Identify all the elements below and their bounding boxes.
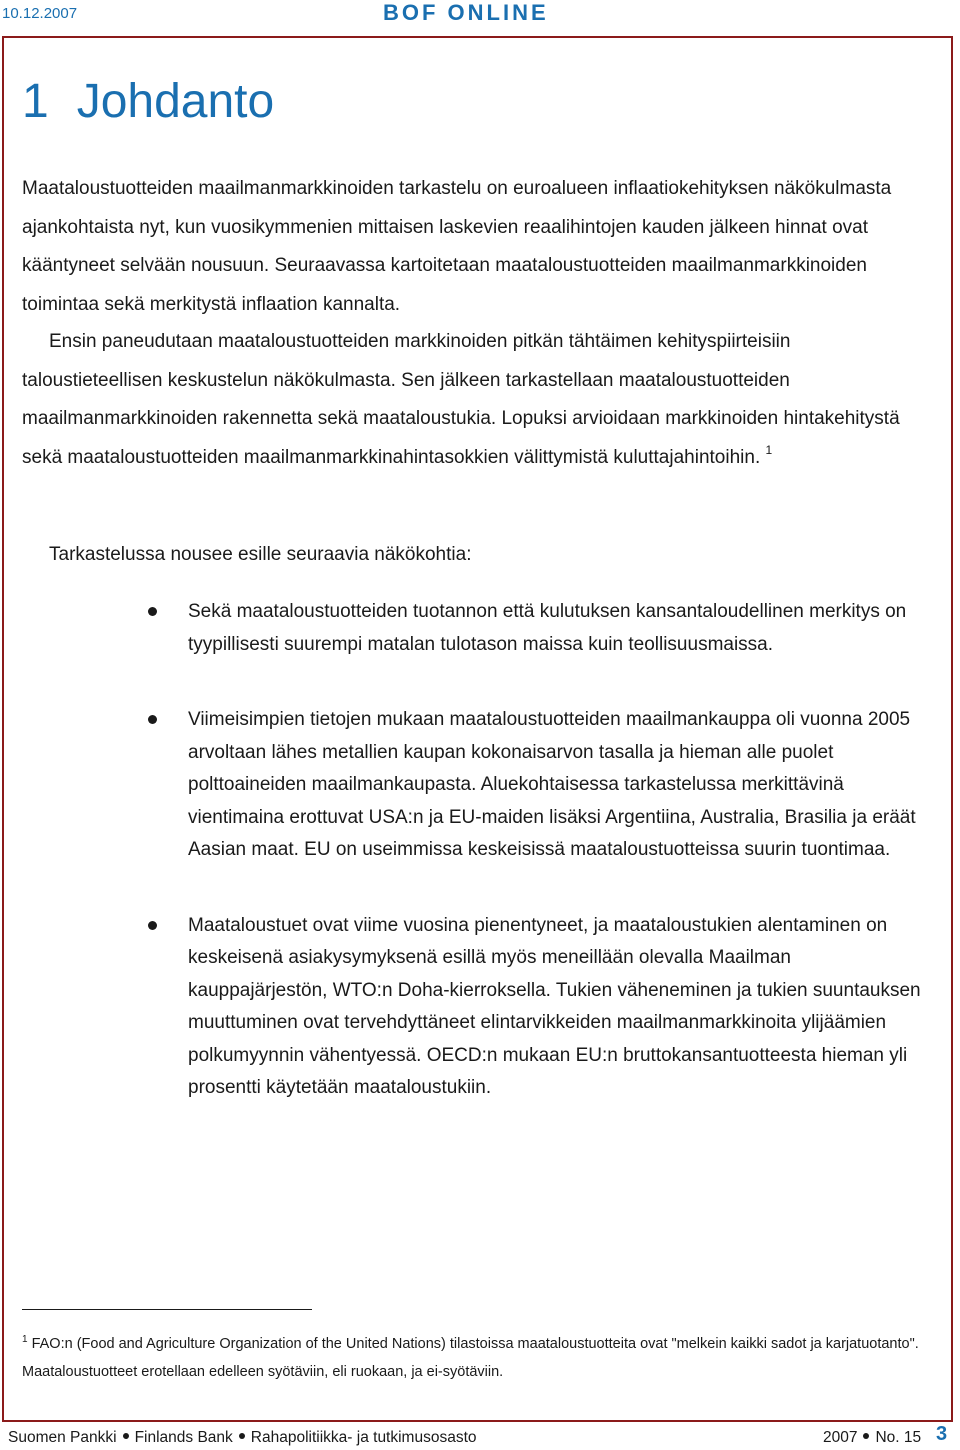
footnote-text: FAO:n (Food and Agriculture Organization of the United Nations) tilastoissa maataloustuotteita ovat "melkein kaikki sadot ja karjatuotanto". Maataloustuotteet erotellaan edelleen syötäviin, eli ruokaan, ja ei-syötäviin. xyxy=(22,1336,919,1380)
footer-publisher xyxy=(8,1429,477,1447)
paragraph-structure-text: Ensin paneudutaan maataloustuotteiden markkinoiden pitkän tähtäimen kehityspiirteisiin taloustieteellisen keskustelun näkökulmasta. Sen jälkeen tarkastellaan maataloustuotteiden maailmanmarkkinoiden rakennetta sekä maataloustukia. Lopuksi arvioidaan markkinoiden hintakehitystä sekä maataloustuotteiden maailmanmarkkinahintasokkien välittymistä kuluttajahintoihin. xyxy=(22,331,900,468)
list-item-text: Viimeisimpien tietojen mukaan maataloustuotteiden maailmankauppa oli vuonna 2005 arvoltaan lähes metallien kaupan kokonaisarvon tasalla ja hieman alle puolet polttoaineiden maailmankaupasta. Aluekohtaisessa tarkastelussa merkittävinä vientimaina erottuvat USA:n ja EU-maiden lisäksi Argentiina, Australia, Brasilia ja eräät Aasian maat. EU on useimmissa keskeisissä maataloustuotteissa suurin tuontimaa. xyxy=(188,709,916,860)
page-number: 3 xyxy=(936,1423,948,1445)
header-date: 10.12.2007 xyxy=(2,5,78,22)
page-frame-left xyxy=(2,38,4,1420)
section-title-text: Johdanto xyxy=(76,75,275,128)
footnote-reference[interactable]: 1 xyxy=(765,442,773,457)
footnote-divider xyxy=(22,1309,312,1310)
footer-year: 2007 xyxy=(823,1429,858,1446)
bullet-icon xyxy=(148,715,157,724)
footer-issue-number: No. 15 xyxy=(875,1429,922,1446)
bullet-icon xyxy=(148,921,157,930)
footnote xyxy=(22,1330,928,1386)
separator-dot-icon xyxy=(123,1433,129,1439)
paragraph-intro: Maataloustuotteiden maailmanmarkkinoiden tarkastelu on euroalueen inflaatiokehityksen näkökulmasta ajankohtaista nyt, kun vuosikymmenien mittaisen laskevien reaalihintojen kauden jälkeen hinnat ovat kääntyneet selvään nousuun. Seuraavassa kartoitetaan maataloustuotteiden maailmanmarkkinoiden toimintaa sekä merkitystä inflaation kannalta. xyxy=(22,178,892,315)
page-frame-bottom xyxy=(2,1420,953,1422)
page-frame-right xyxy=(951,38,953,1420)
list-item xyxy=(148,910,928,1105)
list-item xyxy=(148,596,928,661)
paragraph-structure xyxy=(22,323,928,477)
separator-dot-icon xyxy=(239,1433,245,1439)
footnote-number: 1 xyxy=(22,1334,28,1345)
section-title xyxy=(22,74,274,129)
footer-org-fi: Suomen Pankki xyxy=(8,1429,117,1446)
list-item-text: Sekä maataloustuotteiden tuotannon että kulutuksen kansantaloudellinen merkitys on tyypillisesti suurempi matalan tulotason maissa kuin teollisuusmaissa. xyxy=(188,601,907,655)
paragraph-lead-in: Tarkastelussa nousee esille seuraavia näkökohtia: xyxy=(49,544,472,565)
separator-dot-icon xyxy=(863,1433,869,1439)
bullet-icon xyxy=(148,607,157,616)
section-number: 1 xyxy=(22,75,49,128)
list-item xyxy=(148,704,928,867)
footer-issue xyxy=(823,1429,921,1447)
header-brand: BOF ONLINE xyxy=(383,0,549,25)
list-item-text: Maataloustuet ovat viime vuosina pienentyneet, ja maataloustukien alentaminen on keskeisenä asiakysymyksenä esillä myös meneillään olevalla Maailman kauppajärjestön, WTO:n Doha-kierroksella. Tukien väheneminen ja tukien suuntauksen muuttuminen ovat tervehdyttäneet elintarvikkeiden maailmanmarkkinoita ylijäämien polkumyynnin vähentyessä. OECD:n mukaan EU:n bruttokansantuotteesta hieman yli prosentti käytetään maataloustukiin. xyxy=(188,914,921,1098)
key-points-list xyxy=(148,596,928,1105)
footer-department: Rahapolitiikka- ja tutkimusosasto xyxy=(250,1429,477,1446)
footer-org-sv: Finlands Bank xyxy=(134,1429,233,1446)
page-frame-top xyxy=(2,36,953,38)
